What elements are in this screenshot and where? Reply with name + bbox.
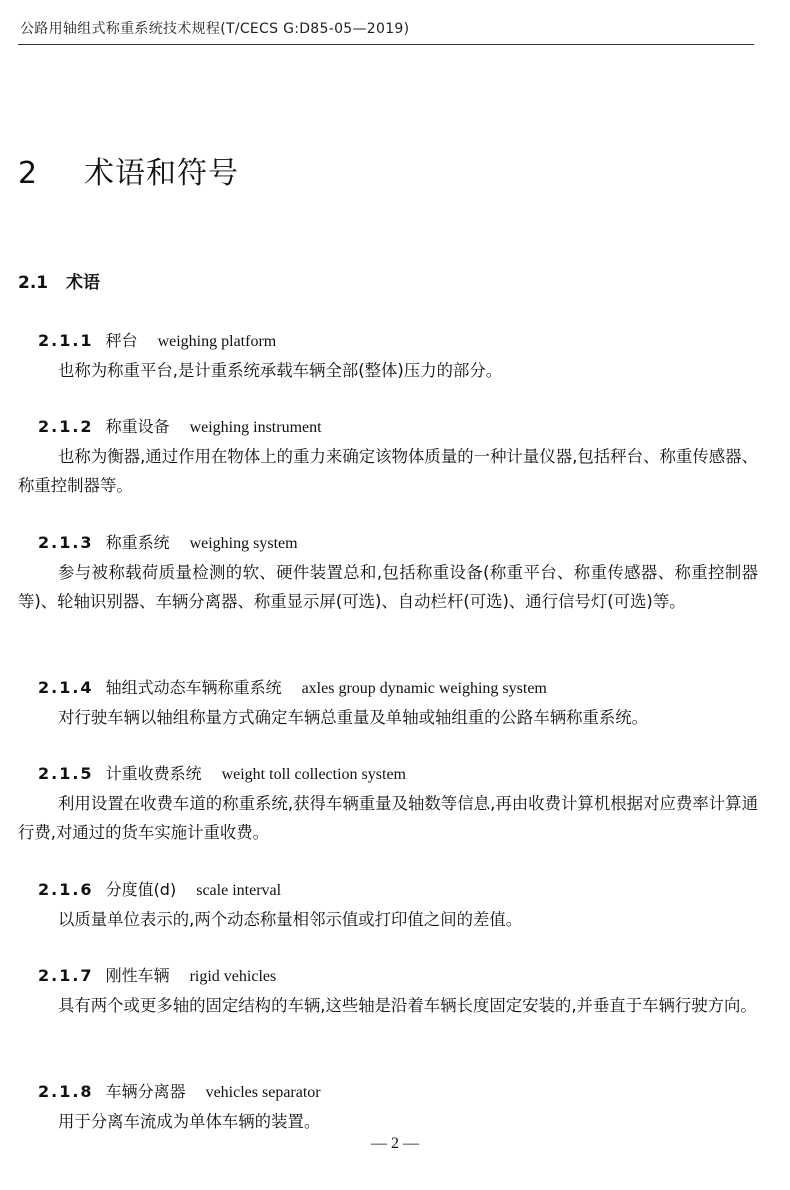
term-chinese: 分度值(d) xyxy=(105,880,177,899)
section-title-text: 术语 xyxy=(66,273,100,293)
term-definition: 用于分离车流成为单体车辆的装置。 xyxy=(58,1112,321,1131)
term-definition: 也称为衡器,通过作用在物体上的重力来确定该物体质量的一种计量仪器,包括秤台、称重传感器、称重控制器等。 xyxy=(18,447,758,495)
term-definition: 以质量单位表示的,两个动态称量相邻示值或打印值之间的差值。 xyxy=(58,910,523,929)
term-chinese: 秤台 xyxy=(105,331,138,350)
term-english: weighing platform xyxy=(157,333,277,350)
term-heading xyxy=(38,328,276,351)
term-chinese: 轴组式动态车辆称重系统 xyxy=(105,678,282,697)
term-number: 2.1.8 xyxy=(38,1082,94,1101)
term-number: 2.1.3 xyxy=(38,533,94,552)
term-number: 2.1.5 xyxy=(38,764,94,783)
term-english: weight toll collection system xyxy=(221,766,406,783)
term-definition: 参与被称载荷质量检测的软、硬件装置总和,包括称重设备(称重平台、称重传感器、称重控制器等)、轮轴识别器、车辆分离器、称重显示屏(可选)、自动栏杆(可选)、通行信号灯(可选)等。 xyxy=(18,563,758,611)
term-chinese: 称重设备 xyxy=(105,417,170,436)
chapter-number: 2 xyxy=(18,156,39,191)
term-english: scale interval xyxy=(196,882,282,899)
term-definition: 对行驶车辆以轴组称量方式确定车辆总重量及单轴或轴组重的公路车辆称重系统。 xyxy=(58,708,649,727)
section-number: 2.1 xyxy=(18,273,49,293)
page-number: — 2 — xyxy=(371,1135,419,1152)
term-english: axles group dynamic weighing system xyxy=(301,680,547,697)
term-english: weighing instrument xyxy=(189,419,322,436)
term-english: rigid vehicles xyxy=(189,968,277,985)
running-header: 公路用轴组式称重系统技术规程(T/CECS G:D85-05—2019) xyxy=(20,21,410,37)
term-chinese: 计重收费系统 xyxy=(105,764,202,783)
term-chinese: 车辆分离器 xyxy=(105,1082,186,1101)
term-chinese: 刚性车辆 xyxy=(105,966,170,985)
term-english: vehicles separator xyxy=(205,1084,321,1101)
term-heading xyxy=(38,530,298,553)
term-definition: 具有两个或更多轴的固定结构的车辆,这些轴是沿着车辆长度固定安装的,并垂直于车辆行驶方向。 xyxy=(58,996,757,1015)
term-chinese: 称重系统 xyxy=(105,533,170,552)
term-number: 2.1.6 xyxy=(38,880,94,899)
term-number: 2.1.2 xyxy=(38,417,94,436)
term-heading xyxy=(38,963,276,986)
term-heading xyxy=(38,675,547,698)
term-heading xyxy=(38,761,406,784)
term-number: 2.1.4 xyxy=(38,678,94,697)
term-definition: 也称为称重平台,是计重系统承载车辆全部(整体)压力的部分。 xyxy=(58,361,503,380)
term-heading xyxy=(38,877,281,900)
term-heading xyxy=(38,1079,321,1102)
term-definition: 利用设置在收费车道的称重系统,获得车辆重量及轴数等信息,再由收费计算机根据对应费率计算通行费,对通过的货车实施计重收费。 xyxy=(18,794,758,842)
chapter-title-text: 术语和符号 xyxy=(84,156,239,191)
term-english: weighing system xyxy=(189,535,298,552)
term-number: 2.1.1 xyxy=(38,331,94,350)
term-heading xyxy=(38,414,322,437)
term-number: 2.1.7 xyxy=(38,966,94,985)
